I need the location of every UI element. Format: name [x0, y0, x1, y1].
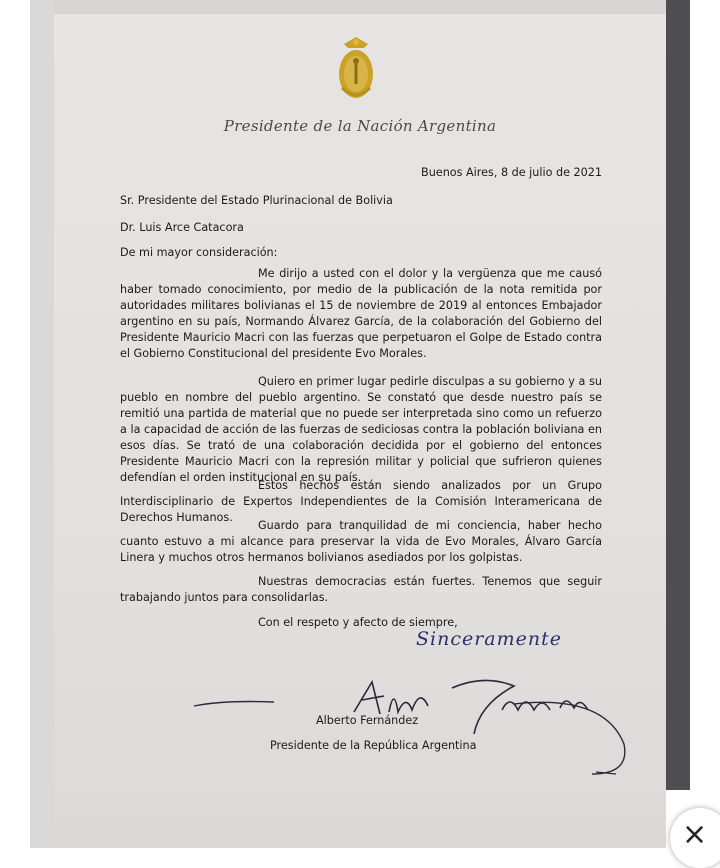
right-shadow-strip [666, 0, 690, 790]
left-margin [0, 0, 30, 848]
letter-page [54, 14, 666, 848]
letter-date: Buenos Aires, 8 de julio de 2021 [421, 166, 602, 179]
close-icon: × [682, 817, 708, 852]
signatory-title: Presidente de la República Argentina [270, 739, 477, 752]
letterhead-title: Presidente de la Nación Argentina [223, 117, 497, 135]
paragraph-1: Me dirijo a usted con el dolor y la vergüenza que me causó haber tomado conocimiento, por medio de la publicación de la nota remitida por autoridades militares bolivianas el 15 de noviembre de 2019 al entonces Embajador argentino en su país, Normando Álvarez García, de la colaboración del Gobierno del Presidente Mauricio Macri con las fuerzas que perpetuaron el Golpe de Estado contra el Gobierno Constitucional del presidente Evo Morales. [120, 267, 602, 360]
top-shadow-strip [54, 0, 666, 14]
right-margin [690, 0, 720, 848]
left-shadow-strip [30, 0, 54, 848]
paragraph-5: Nuestras democracias están fuertes. Tenemos que seguir trabajando juntos para consolidarlas. [120, 575, 602, 604]
paragraph-2: Quiero en primer lugar pedirle disculpas a su gobierno y a su pueblo en nombre del pueblo argentino. Se constató que desde nuestro país se remitió una partida de material que no puede ser interpretada sino como un refuerzo a la capacidad de acción de las fuerzas de sediciosas contra la población boliviana en esos días. Se trató de una colaboración decidida por el gobierno del entonces Presidente Mauricio Macri con la represión militar y policial que sufrieron quienes defendían el orden institucional en su país. [120, 375, 602, 484]
handwritten-closing: Sinceramente [416, 628, 563, 650]
national-crest-icon [334, 36, 378, 102]
recipient-title: Sr. Presidente del Estado Plurinacional de Bolivia [120, 194, 393, 207]
paragraph-3: Estos hechos están siendo analizados por un Grupo Interdisciplinario de Expertos Independientes de la Comisión Interamericana de Derechos Humanos. [120, 479, 602, 524]
recipient-name: Dr. Luis Arce Catacora [120, 221, 244, 234]
salutation: De mi mayor consideración: [120, 246, 278, 259]
closing-line: Con el respeto y afecto de siempre, [258, 616, 458, 629]
close-button[interactable] [670, 808, 720, 868]
paragraph-4: Guardo para tranquilidad de mi conciencia, haber hecho cuanto estuvo a mi alcance para preservar la vida de Evo Morales, Álvaro García Linera y muchos otros hermanos bolivianos asediados por los golpistas. [120, 519, 602, 564]
signatory-name: Alberto Fernández [316, 714, 419, 727]
